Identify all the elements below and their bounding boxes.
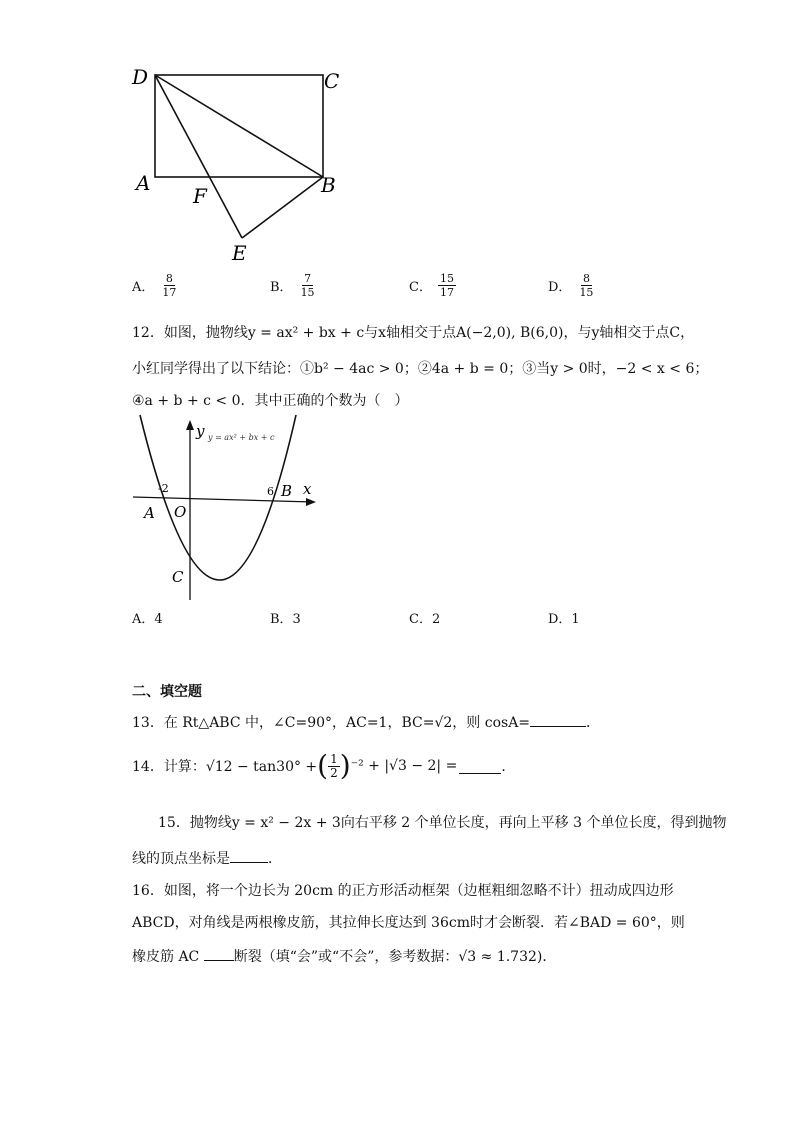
q16-line3: 橡皮筋 AC 断裂（填“会”或“不会”，参考数据：√3 ≈ 1.732)． xyxy=(132,946,556,966)
section-heading: 二、填空题 xyxy=(132,684,202,700)
curve-equation-label: y = ax² + bx + c xyxy=(208,433,275,442)
label-d: D xyxy=(132,65,149,89)
y-axis-arrow-icon xyxy=(186,420,194,430)
q11-option-c[interactable]: C． $\frac{15}{17}$ xyxy=(409,272,454,299)
q14-answer-blank[interactable] xyxy=(459,759,501,774)
label-e: E xyxy=(232,241,247,265)
q13: 13．在 Rt△ABC 中，∠C=90°，AC=1，BC=√2，则 cosA= ． xyxy=(132,712,600,732)
x-axis-label: x xyxy=(303,480,312,498)
label-b: B xyxy=(321,173,336,197)
q15-line2: 线的顶点坐标是 ． xyxy=(132,848,282,868)
q13-answer-blank[interactable] xyxy=(530,712,586,727)
q15-line1: 15．抛物线y = x² − 2x + 3向右平移 2 个单位长度，再向上平移 3 个单位长度，得到抛物 xyxy=(158,815,727,831)
q16-line2: ABCD，对角线是两根橡皮筋，其拉伸长度达到 36cm时才会断裂．若∠BAD = 60°，则 xyxy=(132,915,685,931)
segment-de xyxy=(155,75,242,238)
q12-line3: ④a + b + c < 0．其中正确的个数为（ ） xyxy=(132,393,409,409)
parabola-figure xyxy=(128,410,328,605)
q16-line1: 16．如图，将一个边长为 20cm 的正方形活动框架（边框粗细忽略不计）扭动成四边形 xyxy=(132,883,674,899)
q12-option-c[interactable]: C．2 xyxy=(409,612,441,627)
label-a: A xyxy=(136,171,151,195)
y-axis-label: y xyxy=(196,422,205,440)
tick-neg2: -2 xyxy=(158,482,169,495)
diagonal-db xyxy=(155,75,323,177)
rectangle-fold-figure xyxy=(130,60,360,270)
q12-line1: 12．如图，抛物线y = ax² + bx + c与x轴相交于点A(−2,0), B(6,0)，与y轴相交于点C， xyxy=(132,325,695,341)
label-a: A xyxy=(144,504,155,522)
q12-option-a[interactable]: A．4 xyxy=(132,612,163,627)
q12-option-b[interactable]: B．3 xyxy=(270,612,301,627)
q15-answer-blank[interactable] xyxy=(230,848,268,863)
label-b: B xyxy=(281,482,293,500)
q12-option-d[interactable]: D．1 xyxy=(548,612,580,627)
label-c: C xyxy=(172,568,184,586)
x-axis-arrow-icon xyxy=(306,498,316,506)
q14: 14．计算：√12 − tan30° + ( $\frac{1}{2}$ ) ⁻² + |√3 − 2| = ． xyxy=(132,749,516,782)
q12-line2: 小红同学得出了以下结论：①b² − 4ac > 0；②4a + b = 0；③当y > 0时，−2 < x < 6； xyxy=(132,361,709,377)
label-f: F xyxy=(193,184,207,208)
segment-be xyxy=(242,177,323,238)
tick-6: 6 xyxy=(267,485,274,498)
q11-option-b[interactable]: B． $\frac{7}{15}$ xyxy=(270,272,315,299)
q11-option-d[interactable]: D． $\frac{8}{15}$ xyxy=(548,272,594,299)
q16-answer-blank[interactable] xyxy=(204,946,234,961)
label-c: C xyxy=(324,69,340,93)
label-o: O xyxy=(174,503,187,521)
q11-option-a[interactable]: A． $\frac{8}{17}$ xyxy=(132,272,177,299)
